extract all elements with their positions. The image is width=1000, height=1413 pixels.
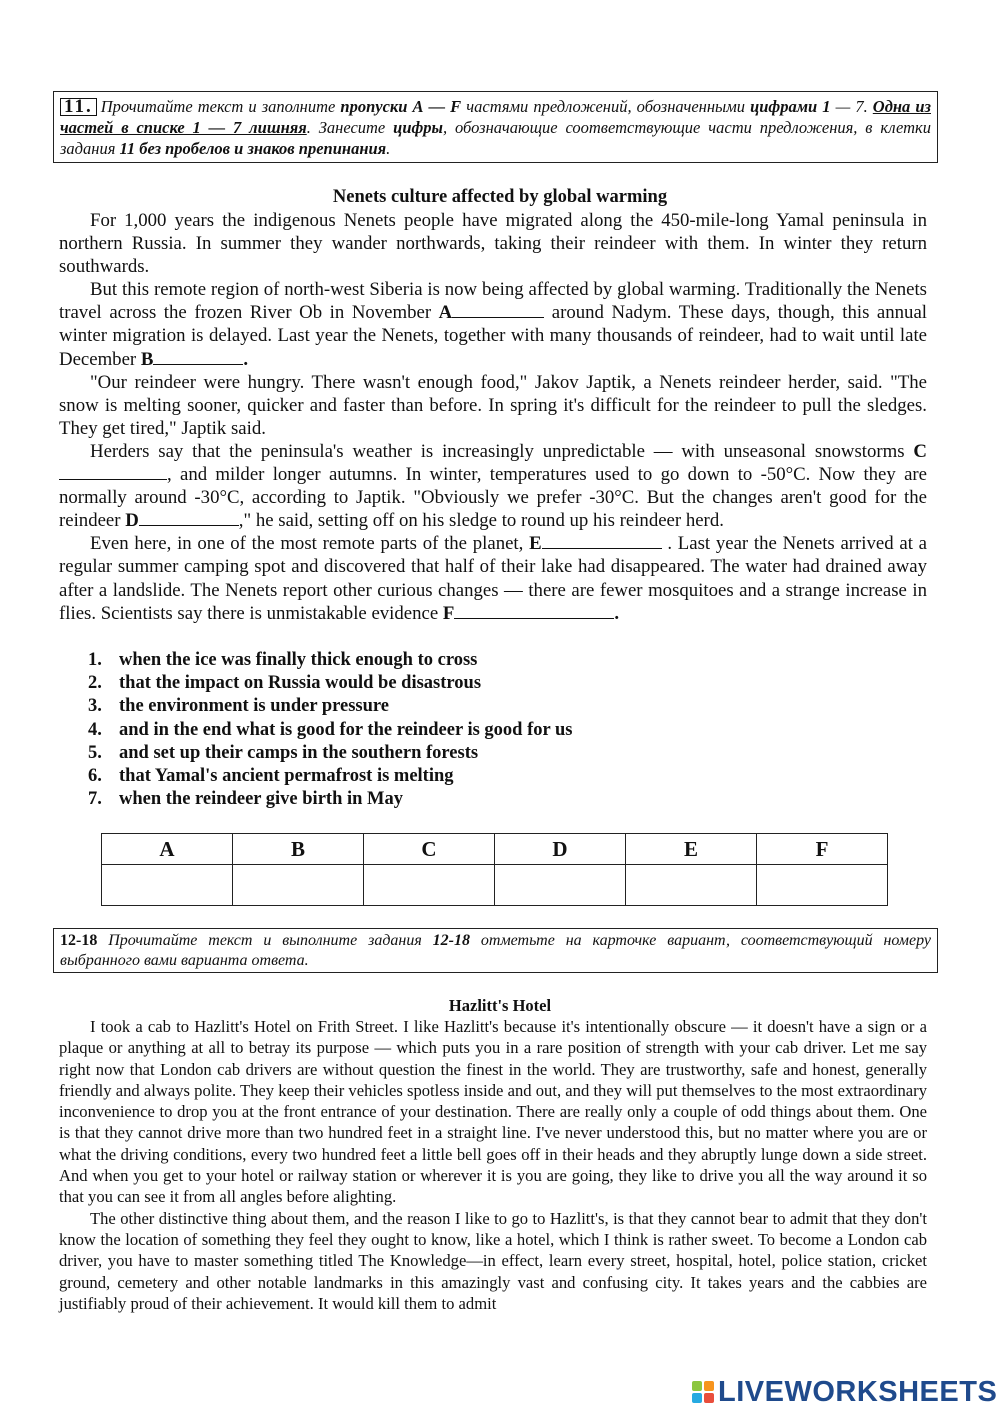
answer-header: D [495, 834, 626, 865]
option-item: 2. that the impact on Russia would be disastrous [88, 673, 482, 694]
gap-a[interactable]: A [439, 302, 545, 323]
gap-e[interactable]: E [529, 533, 662, 554]
answer-cell-f[interactable] [757, 865, 888, 906]
option-item: 5. and set up their camps in the southern forests [88, 742, 479, 763]
text-2-paragraph: The other distinctive thing about them, and the reason I like to go to Hazlitt's, is that they cannot bear to admit that they don't know the location of something they feel they ought to know, like a hotel, which I think is rather sweet. To become a London cab driver, you have to master something titled The Knowledge—in effect, learn every street, hospital, hotel, police station, cricket ground, cemetery and other notable landmarks in this amazingly vast and confusing city. It takes years and the cabbies are justifiably proud of their achievement. It would kill them to admit [59, 1208, 927, 1313]
text-1-paragraph: "Our reindeer were hungry. There wasn't enough food," Jakov Japtik, a Nenets reindeer herder, said. "The snow is melting sooner, quicker and faster than before. In spring it's difficult for the reindeer to pull the sledges. They get tired," Japtik said. [59, 371, 927, 439]
text-2-title: Hazlitt's Hotel [448, 996, 552, 1015]
option-item: 4. and in the end what is good for the reindeer is good for us [88, 719, 573, 740]
logo-text: LIVEWORKSHEETS [718, 1376, 998, 1408]
text-2-body [59, 1016, 927, 1314]
text-1-paragraph: Even here, in one of the most remote parts of the planet, E . Last year the Nenets arrived at a regular summer camping spot and discovered that half of their lake had disappeared. The water had drained away after a landslide. The Nenets report other curious changes — there are fewer mosquitoes and a strange increase in flies. Scientists say there is unmistakable evidence F . [59, 533, 927, 624]
gap-d[interactable]: D [125, 510, 239, 531]
text-1-paragraph: Herders say that the peninsula's weather is increasingly unpredictable — with unseasonal snowstorms C, and milder longer autumns. In winter, temperatures used to go down to -50°C. Now they are normally around -30°C, according to Japtik. "Obviously we prefer -30°C. But the changes aren't good for the reindeer D ," he said, setting off on his sledge to round up his reindeer herd. [59, 440, 927, 532]
text-1-paragraph: For 1,000 years the indigenous Nenets people have migrated along the 450-mile-long Yamal peninsula in northern Russia. In summer they wander northwards, taking their reindeer with them. In winter they return southwards. [59, 210, 927, 278]
answer-header: B [233, 834, 364, 865]
task-12-18-number: 12-18 [60, 932, 98, 949]
answer-cell-c[interactable] [364, 865, 495, 906]
options-list [88, 649, 572, 811]
answer-header: C [364, 834, 495, 865]
answer-cell-e[interactable] [626, 865, 757, 906]
gap-c[interactable]: C [59, 441, 927, 485]
answer-header: A [102, 834, 233, 865]
text-2-paragraph: I took a cab to Hazlitt's Hotel on Frith Street. I like Hazlitt's because it's intentionally obscure — it doesn't have a sign or a plaque or anything at all to betray its purpose — which puts you in a rare position of strength with your cab driver. Let me say right now that London cab drivers are without question the finest in the world. They are trustworthy, safe and honest, generally friendly and always polite. They keep their vehicles spotless inside and out, and they will put themselves to the most extraordinary inconvenience to drop you at the front entrance of your destination. There are really only a couple of odd things about them. One is that they cannot drive more than two hundred feet in a straight line. I've never understood this, but no matter where you are or what the driving conditions, every two hundred feet a little bell goes off in their heads and they abruptly lunge down a side street. And when you get to your hotel or railway station or wherever it is you are going, they like to drive you all the way around it so that you can see it from all angles before alighting. [59, 1017, 927, 1207]
task-11-number: 11. [60, 98, 97, 116]
text-1-paragraph: But this remote region of north-west Siberia is now being affected by global warming. Traditionally the Nenets travel across the frozen River Ob in November A around Nadym. These days, though, this annual winter migration is delayed. Last year the Nenets, together with many thousands of reindeer, had to wait until late December B . [59, 279, 927, 370]
option-item: 1. when the ice was finally thick enough to cross [88, 650, 478, 670]
answer-cell-d[interactable] [495, 865, 626, 906]
gap-f[interactable]: F . [442, 602, 620, 624]
logo-mark-icon [692, 1381, 714, 1403]
answer-header: E [626, 834, 757, 865]
task-11-instruction: 11. Прочитайте текст и заполните пропуски А — F частями предложений, обозначенными цифрами 1 — 7. Одна из частей в списке 1 — 7 лишняя. Занесите цифры, обозначающие соответствующие части предложения, в клетки задания 11 без пробелов и знаков препинания. [53, 91, 938, 163]
task-12-18-instruction: 12-18 Прочитайте текст и выполните задания 12-18 отметьте на карточке вариант, соответствующий номеру выбранного вами варианта ответа. [53, 928, 938, 973]
answer-cell-a[interactable] [102, 865, 233, 906]
option-item: 7. when the reindeer give birth in May [88, 789, 403, 810]
answer-header: F [757, 834, 888, 865]
text-1-body [59, 209, 927, 625]
liveworksheets-logo [692, 1376, 997, 1408]
gap-b[interactable]: B . [140, 348, 249, 370]
answer-table [101, 833, 888, 906]
option-item: 3. the environment is under pressure [88, 696, 389, 717]
answer-cell-b[interactable] [233, 865, 364, 906]
option-item: 6. that Yamal's ancient permafrost is melting [88, 766, 454, 787]
text-1-title: Nenets culture affected by global warming [332, 187, 668, 207]
